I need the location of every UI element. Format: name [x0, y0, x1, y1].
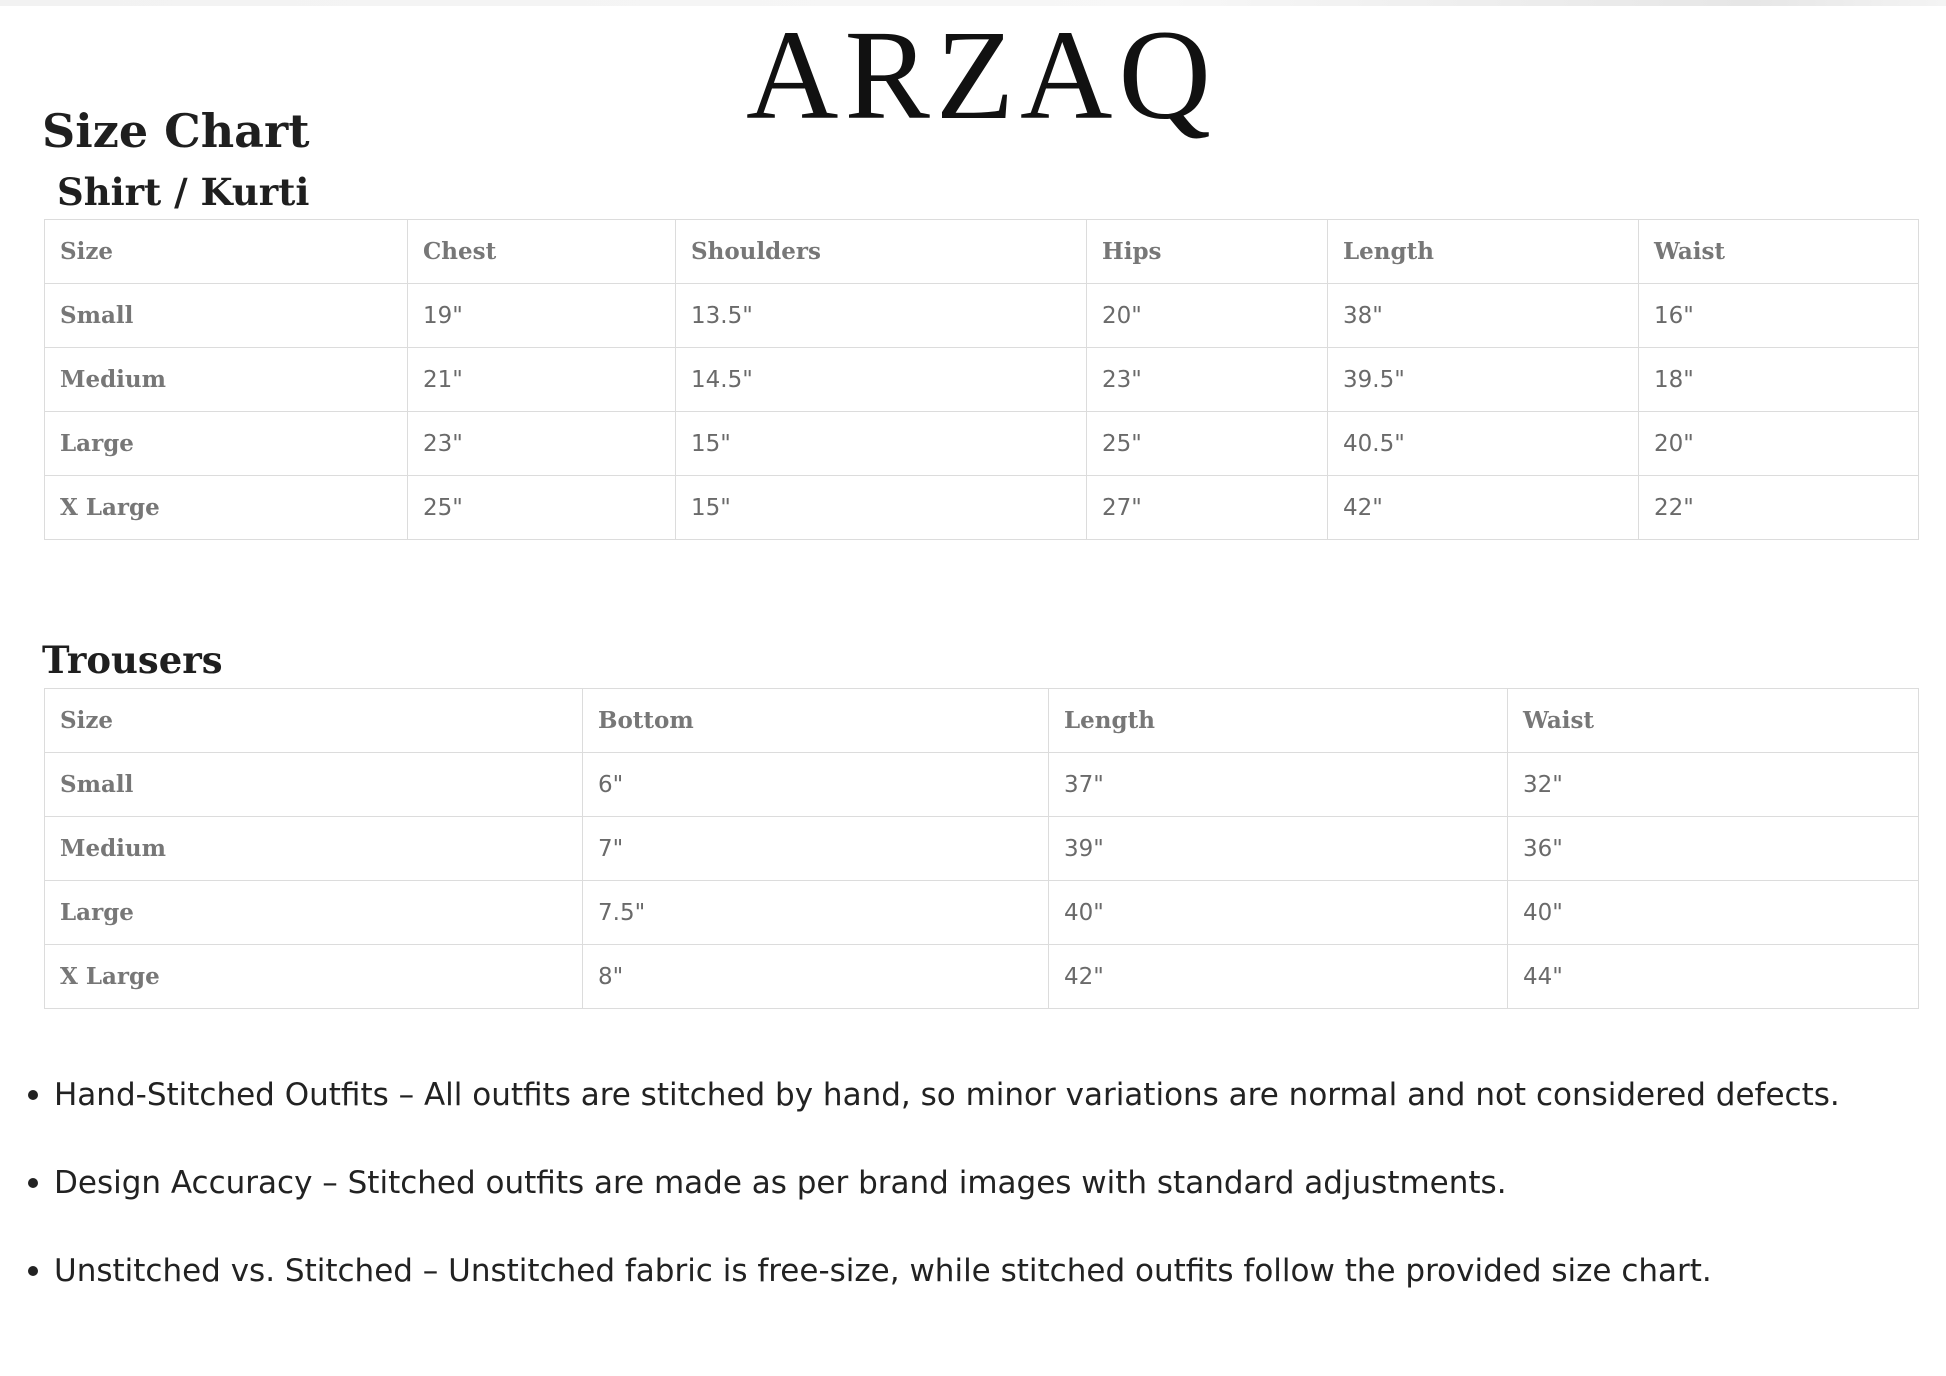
size-label: X Large — [45, 476, 408, 540]
bullet-icon — [28, 1266, 38, 1276]
column-header: Size — [45, 689, 583, 753]
table-cell: 25" — [408, 476, 676, 540]
table-cell: 23" — [1087, 348, 1328, 412]
table-cell: 22" — [1639, 476, 1919, 540]
table-cell: 38" — [1328, 284, 1639, 348]
column-header: Length — [1049, 689, 1508, 753]
table-row — [45, 412, 1919, 476]
table-row — [45, 817, 1919, 881]
table-cell: 6" — [583, 753, 1049, 817]
table-cell: 7" — [583, 817, 1049, 881]
bullet-icon — [28, 1090, 38, 1100]
column-header: Bottom — [583, 689, 1049, 753]
table-row — [45, 881, 1919, 945]
notes-list — [24, 1070, 1924, 1334]
table-cell: 39.5" — [1328, 348, 1639, 412]
table-cell: 8" — [583, 945, 1049, 1009]
size-label: Medium — [45, 348, 408, 412]
table-cell: 14.5" — [676, 348, 1087, 412]
shirt-size-table — [44, 219, 1919, 540]
note-text: Unstitched vs. Stitched – Unstitched fabric is free-size, while stitched outfits follow the provided size chart. — [54, 1253, 1712, 1289]
table-cell: 40" — [1508, 881, 1919, 945]
size-label: Large — [45, 412, 408, 476]
table-header-row — [45, 220, 1919, 284]
table-cell: 20" — [1639, 412, 1919, 476]
table-cell: 21" — [408, 348, 676, 412]
table-cell: 40.5" — [1328, 412, 1639, 476]
column-header: Hips — [1087, 220, 1328, 284]
trousers-size-table — [44, 688, 1919, 1009]
table-cell: 25" — [1087, 412, 1328, 476]
table-cell: 40" — [1049, 881, 1508, 945]
note-text: Hand-Stitched Outfits – All outfits are stitched by hand, so minor variations are normal and not considered defects. — [54, 1077, 1840, 1113]
table-cell: 39" — [1049, 817, 1508, 881]
shirt-section-title: Shirt / Kurti — [57, 170, 310, 214]
size-label: Large — [45, 881, 583, 945]
column-header: Waist — [1639, 220, 1919, 284]
table-cell: 19" — [408, 284, 676, 348]
table-cell: 44" — [1508, 945, 1919, 1009]
column-header: Length — [1328, 220, 1639, 284]
size-label: X Large — [45, 945, 583, 1009]
column-header: Waist — [1508, 689, 1919, 753]
trousers-section-title: Trousers — [42, 638, 223, 682]
table-cell: 42" — [1328, 476, 1639, 540]
table-cell: 7.5" — [583, 881, 1049, 945]
bullet-icon — [28, 1178, 38, 1188]
table-cell: 15" — [676, 476, 1087, 540]
table-cell: 20" — [1087, 284, 1328, 348]
size-label: Small — [45, 753, 583, 817]
table-cell: 16" — [1639, 284, 1919, 348]
table-header-row — [45, 689, 1919, 753]
table-cell: 13.5" — [676, 284, 1087, 348]
table-cell: 42" — [1049, 945, 1508, 1009]
note-text: Design Accuracy – Stitched outfits are made as per brand images with standard adjustments. — [54, 1165, 1507, 1201]
list-item — [24, 1246, 1924, 1334]
table-cell: 15" — [676, 412, 1087, 476]
table-row — [45, 348, 1919, 412]
table-row — [45, 945, 1919, 1009]
brand-logo — [738, 6, 1218, 146]
table-cell: 32" — [1508, 753, 1919, 817]
size-label: Small — [45, 284, 408, 348]
column-header: Chest — [408, 220, 676, 284]
column-header: Shoulders — [676, 220, 1087, 284]
table-cell: 18" — [1639, 348, 1919, 412]
column-header: Size — [45, 220, 408, 284]
size-label: Medium — [45, 817, 583, 881]
page-title: Size Chart — [42, 104, 310, 158]
table-cell: 23" — [408, 412, 676, 476]
table-row — [45, 476, 1919, 540]
svg-text:ARZAQ: ARZAQ — [746, 6, 1217, 146]
table-cell: 27" — [1087, 476, 1328, 540]
arzaq-logo-icon — [738, 6, 1218, 146]
table-cell: 36" — [1508, 817, 1919, 881]
table-cell: 37" — [1049, 753, 1508, 817]
table-row — [45, 753, 1919, 817]
list-item — [24, 1070, 1924, 1158]
list-item — [24, 1158, 1924, 1246]
table-row — [45, 284, 1919, 348]
